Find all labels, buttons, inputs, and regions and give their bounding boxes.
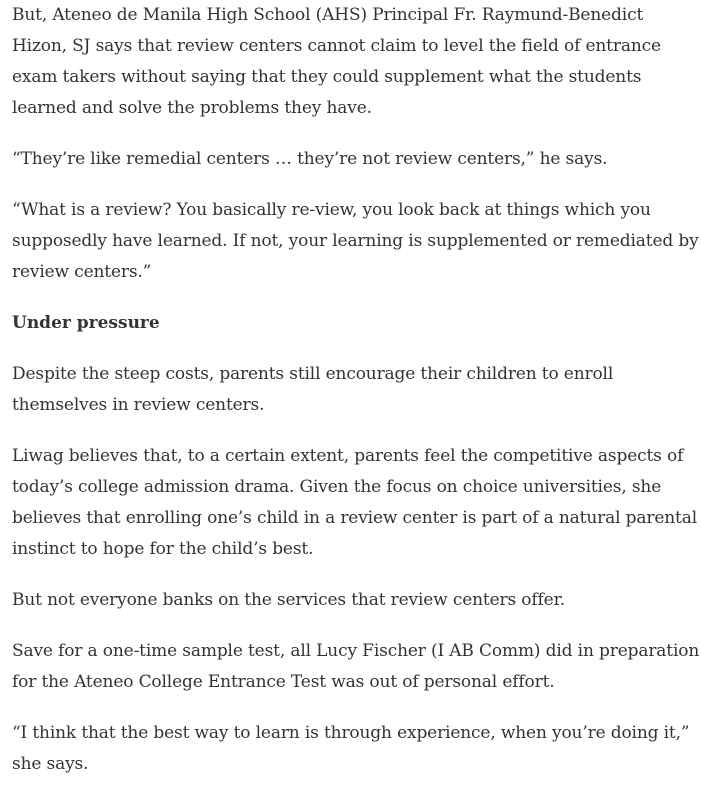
- text-line: Liwag believes that, to a certain extent, parents feel the competitive aspects of: [12, 446, 684, 466]
- paragraph-principal-quote: [12, 0, 701, 124]
- paragraph-remedial-quote: [12, 144, 701, 175]
- text-line: Hizon, SJ says that review centers cannot claim to level the field of entrance: [12, 36, 661, 56]
- text-line: “What is a review? You basically re-view, you look back at things which you: [12, 200, 651, 220]
- text-line: Save for a one-time sample test, all Lucy Fischer (I AB Comm) did in preparation: [12, 641, 700, 661]
- text-line: learned and solve the problems they have.: [12, 98, 372, 118]
- text-line: she says.: [12, 754, 89, 774]
- text-line: today’s college admission drama. Given the focus on choice universities, she: [12, 477, 662, 497]
- paragraph-experience-quote: [12, 718, 701, 780]
- text-line: supposedly have learned. If not, your learning is supplemented or remediated by: [12, 231, 699, 251]
- text-line: “I think that the best way to learn is through experience, when you’re doing it,”: [12, 723, 690, 743]
- paragraph-review-quote: [12, 195, 701, 288]
- text-line: exam takers without saying that they could supplement what the students: [12, 67, 642, 87]
- text-line: believes that enrolling one’s child in a review center is part of a natural parental: [12, 508, 698, 528]
- paragraph-lucy-fischer: [12, 636, 701, 698]
- text-line: But not everyone banks on the services that review centers offer.: [12, 590, 565, 610]
- text-line: review centers.”: [12, 262, 152, 282]
- text-line: for the Ateneo College Entrance Test was out of personal effort.: [12, 672, 555, 692]
- text-line: themselves in review centers.: [12, 395, 265, 415]
- paragraph-not-everyone: [12, 585, 701, 616]
- text-line: instinct to hope for the child’s best.: [12, 539, 314, 559]
- paragraph-steep-costs: [12, 359, 701, 421]
- text-line: Despite the steep costs, parents still encourage their children to enroll: [12, 364, 614, 384]
- paragraph-liwag: [12, 441, 701, 565]
- section-subheading: Under pressure: [12, 313, 160, 333]
- text-line: But, Ateneo de Manila High School (AHS) Principal Fr. Raymund-Benedict: [12, 5, 644, 25]
- text-line: “They’re like remedial centers … they’re not review centers,” he says.: [12, 149, 608, 169]
